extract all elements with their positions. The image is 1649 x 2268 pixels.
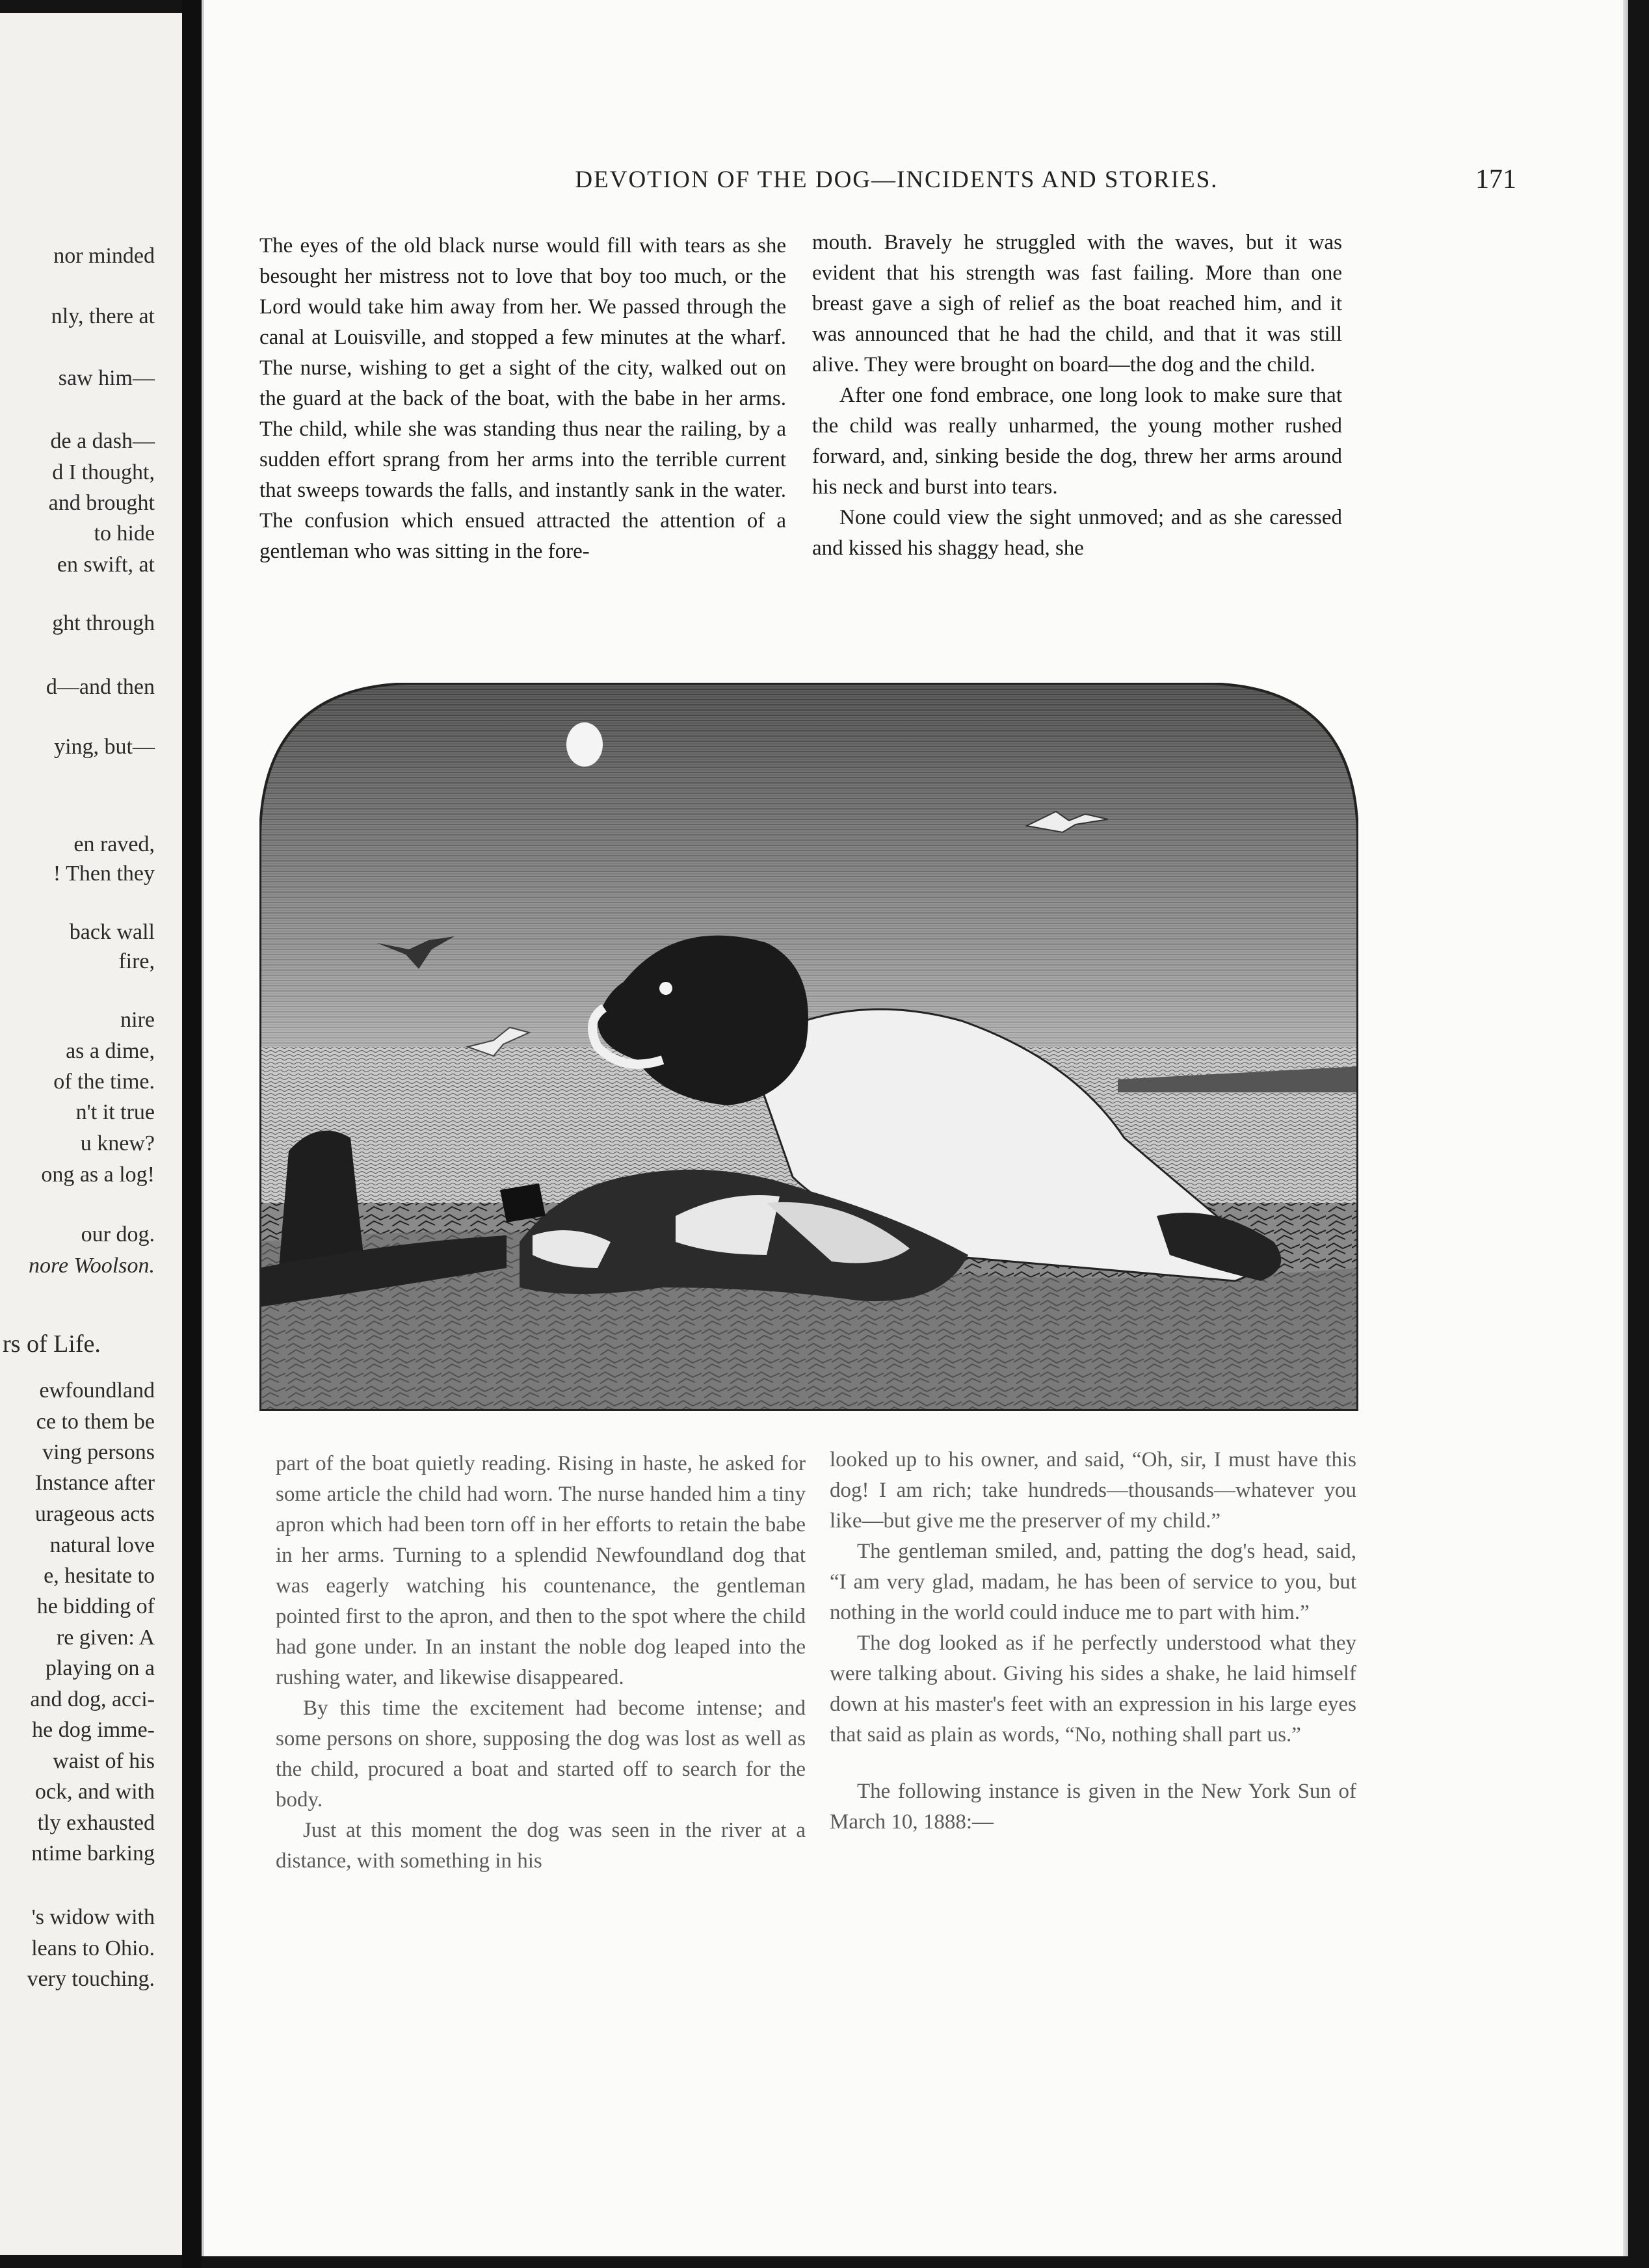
previous-page-line: and brought [48,491,155,515]
previous-page-line: rs of Life. [3,1330,101,1358]
previous-page-line: re given: A [56,1626,155,1650]
previous-page [0,13,182,2255]
paragraph: looked up to his owner, and said, “Oh, sir, I must have this dog! I am rich; take hundreds—thousands—whatever you like—but give me the preserver of my child.” [830,1448,1356,1533]
paragraph: The dog looked as if he perfectly understood what they were talking about. Giving his sides a shake, he laid himself down at his master's feet with an expression in his large eyes that said as plain as words, “No, nothing shall part us.” [830,1631,1356,1747]
previous-page-line: nor minded [53,244,155,268]
column-top-left [259,231,786,567]
previous-page-line: to hide [94,521,155,546]
paragraph: By this time the excitement had become intense; and some persons on shore, supposing the dog was lost as well as the child, procured a boat and started off to search for the body. [276,1696,806,1812]
previous-page-line: ying, but— [54,735,155,759]
paragraph: The eyes of the old black nurse would fill with tears as she besought her mistress not to love that boy too much, or the Lord would take him away from her. We passed through the canal at Louisville, and stopped a few minutes at the wharf. The nurse, wishing to get a sight of the city, walked out on the guard at the back of the boat, with the babe in her arms. The child, while she was standing thus near the railing, by a sudden effort sprang from her arms into the terrible current that sweeps towards the falls, and instantly sank in the water. The confusion which ensued attracted the attention of a gentleman who was sitting in the fore- [259,234,786,563]
previous-page-line: d—and then [46,675,155,699]
paragraph: Just at this moment the dog was seen in the river at a distance, with something in his [276,1819,806,1873]
previous-page-line: very touching. [27,1967,155,1991]
previous-page-line: de a dash— [50,429,155,453]
previous-page-line: ock, and with [34,1780,155,1804]
previous-page-line: saw him— [58,366,155,390]
previous-page-line: natural love [49,1533,155,1557]
page [202,0,1628,2256]
previous-page-line: leans to Ohio. [31,1936,155,1960]
previous-page-line: back wall [69,920,155,944]
previous-page-line: d I thought, [52,460,155,484]
paragraph: mouth. Bravely he struggled with the waves, but it was evident that his strength was fast failing. More than one breast gave a sigh of relief as the boat reached him, and it was announced that he had the child, and that it was still alive. They were brought on board—the dog and the child. [812,231,1342,376]
book-gutter [182,0,202,2268]
running-head: DEVOTION OF THE DOG—INCIDENTS AND STORIES. [575,166,1219,193]
paragraph: After one fond embrace, one long look to make sure that the child was really unharmed, the young mother rushed forward, and, sinking beside the dog, threw her arms around his neck and burst into tears. [812,384,1342,499]
previous-page-line: ce to them be [36,1410,155,1434]
previous-page-line: e, hesitate to [44,1564,155,1588]
previous-page-line: our dog. [81,1222,155,1246]
previous-page-line: en raved, [73,832,155,856]
previous-page-line: ewfoundland [39,1378,155,1403]
previous-page-line: ong as a log! [41,1163,155,1187]
previous-page-line: he dog imme- [32,1718,155,1742]
previous-page-line: playing on a [45,1656,155,1680]
previous-page-line: nire [120,1008,155,1032]
column-top-right [812,228,1342,564]
previous-page-line: nly, there at [51,304,155,328]
previous-page-line: Instance after [34,1471,155,1495]
previous-page-line: ! Then they [53,862,155,886]
paragraph: The gentleman smiled, and, patting the dog's head, said, “I am very glad, madam, he has been of service to you, but nothing in the world could induce me to part with him.” [830,1540,1356,1624]
column-bottom-right [830,1445,1356,1838]
previous-page-line: 's widow with [31,1905,155,1929]
previous-page-line: he bidding of [36,1594,155,1618]
previous-page-line: waist of his [53,1749,155,1773]
previous-page-line: u knew? [80,1131,155,1155]
previous-page-line: ght through [52,611,155,635]
previous-page-line: tly exhausted [37,1811,155,1835]
previous-page-line: and dog, acci- [30,1687,155,1711]
previous-page-line: of the time. [53,1070,155,1094]
engraving-image [259,683,1358,1411]
previous-page-line: en swift, at [57,553,155,577]
previous-page-line: ntime barking [31,1841,155,1866]
previous-page-line: ving persons [42,1440,155,1464]
previous-page-line: urageous acts [34,1502,155,1526]
paragraph: None could view the sight unmoved; and as she caressed and kissed his shaggy head, she [812,506,1342,560]
dog-and-child-engraving [259,683,1358,1411]
previous-page-line: fire, [118,949,155,973]
column-bottom-left [276,1449,806,1877]
previous-page-line: nore Woolson. [29,1254,155,1278]
previous-page-line: as a dime, [66,1039,155,1063]
previous-page-line: n't it true [75,1100,155,1124]
paragraph: The following instance is given in the New York Sun of March 10, 1888:— [830,1780,1356,1834]
page-number: 171 [1475,165,1516,194]
paragraph: part of the boat quietly reading. Rising in haste, he asked for some article the child had worn. The nurse handed him a tiny apron which had been torn off in her efforts to retain the babe in her arms. Turning to a splendid Newfoundland dog that was eagerly watching his countenance, the gentleman pointed first to the apron, and then to the spot where the child had gone under. In an instant the noble dog leaped into the rushing water, and likewise disappeared. [276,1452,806,1689]
